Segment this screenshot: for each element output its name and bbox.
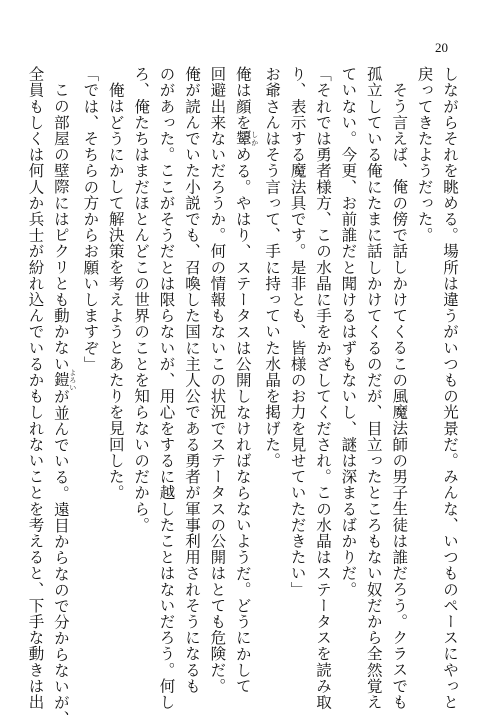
ruby-word <box>51 368 77 392</box>
text-line: しながらそれを眺める。場所は違うがいつもの光景だ。みんな、いつものペースにやっと <box>441 66 459 710</box>
text-line: 俺はどうにかして解決策を考えようとあたりを見回した。 <box>106 81 125 501</box>
text-line: 「では、そちらの方からお願いしますぞ」 <box>81 66 100 372</box>
text-segment: この部屋の壁際にはピクリとも動かない <box>51 81 70 372</box>
ruby-reading: よろい <box>68 368 77 392</box>
text-segment: める。やはり、ステータスは公開しなければならないようだ。どうにかして <box>233 146 252 694</box>
text-line: 回避出来ないだろうか。何の情報もないこの状況でステータスの公開はとても危険だ。 <box>208 66 227 694</box>
text-line: ろ、俺たちはまだほとんどこの世界のことを知らないのだから。 <box>132 66 151 533</box>
ruby-base: 顰 <box>233 130 252 147</box>
text-line: 孤立している俺にたまに話しかけてくるのだが、目立ったところもない奴だから全然覚え <box>364 66 383 710</box>
text-line: 「それでは勇者様方、この水晶に手をかざしてくだされ。この水晶はステータスを読み取 <box>313 66 332 710</box>
text-line: 戻ってきたようだった。 <box>415 66 434 244</box>
ruby-base: 鎧 <box>51 368 70 392</box>
text-line: ていない。今更、お前誰だと聞けるはずもないし、謎は深まるばかりだ。 <box>339 66 358 598</box>
ruby-reading: しか <box>250 130 259 147</box>
text-line: のがあった。ここがそうだとは限らないが、用心をするに越したことはないだろう。何し <box>157 66 176 710</box>
text-line: 全員もしくは何人か兵士が紛れ込んでいるかもしれないことを考えると、下手な動きは出 <box>26 66 45 710</box>
text-line: そう言えば、俺の傍で話しかけてくるこの風魔法師の男子生徒は誰だろう。クラスでも <box>390 81 409 710</box>
text-line <box>229 66 259 694</box>
text-segment: 俺は顔を <box>233 66 252 131</box>
body-text <box>22 66 462 726</box>
text-line <box>48 66 77 726</box>
text-line: り、表示する魔法具です。是非とも、皆様のお力を見せていただきたい」 <box>288 66 307 598</box>
ruby-word <box>233 130 259 147</box>
text-line: 俺が読んでいた小説でも、召喚した国に主人公である勇者が軍事利用されそうになるも <box>182 66 201 694</box>
text-line: お爺さんはそう言って、手に持っていた水晶を掲げた。 <box>263 66 282 469</box>
page-number: 20 <box>435 40 448 55</box>
text-segment: が並んでいる。遠目からなので分からないが、 <box>51 388 70 726</box>
